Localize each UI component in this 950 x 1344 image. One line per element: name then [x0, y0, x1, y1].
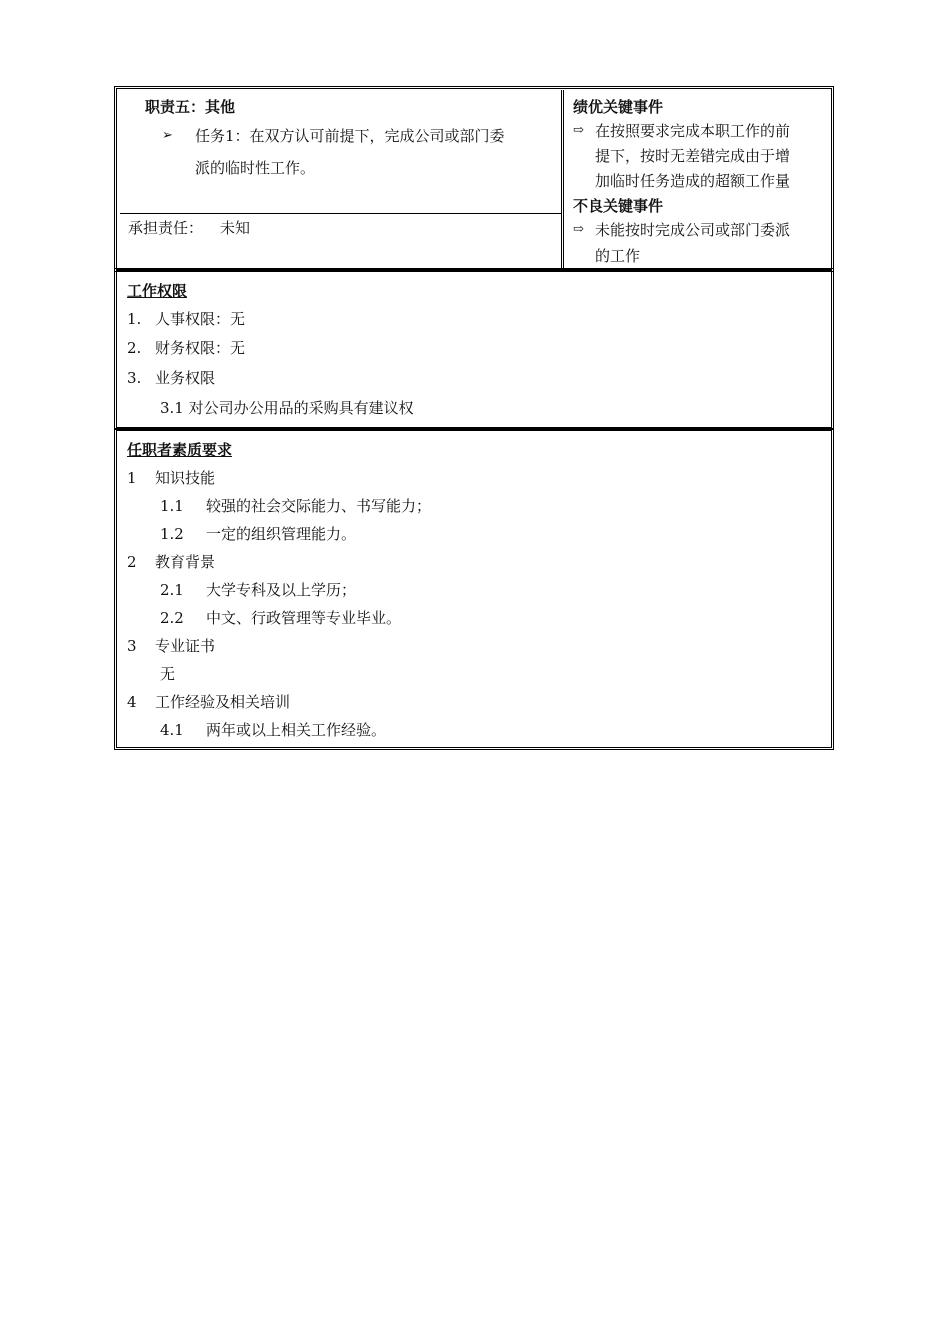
authority-item-num: 1. — [127, 310, 142, 328]
authority-sub-item: 3.1 对公司办公用品的采购具有建议权 — [160, 399, 414, 417]
bad-events-title: 不良关键事件 — [573, 197, 664, 215]
qual-item-num: 1.2 — [160, 525, 184, 543]
authority-item-num: 2. — [127, 339, 142, 357]
bad-event-line2: 的工作 — [595, 247, 641, 265]
qual-item-text: 两年或以上相关工作经验。 — [206, 721, 387, 739]
qual-section-num: 2 — [127, 553, 137, 571]
duty-divider — [120, 213, 562, 214]
qual-item-text: 中文、行政管理等专业毕业。 — [206, 609, 402, 627]
authority-title: 工作权限 — [127, 282, 188, 300]
authority-item-text: 人事权限：无 — [155, 310, 246, 328]
qual-section-text: 专业证书 — [155, 637, 216, 655]
qual-item-text: 大学专科及以上学历； — [206, 581, 357, 599]
qual-item-num: 1.1 — [160, 497, 184, 515]
bad-event-line1: 未能按时完成公司或部门委派 — [595, 221, 791, 239]
arrow-right-icon: ⇨ — [573, 123, 584, 138]
qual-section-num: 1 — [127, 469, 137, 487]
qualification-title: 任职者素质要求 — [127, 441, 233, 459]
qual-item-num: 2.1 — [160, 581, 184, 599]
qual-section-text: 教育背景 — [155, 553, 216, 571]
qual-item-num: 2.2 — [160, 609, 184, 627]
triangle-bullet-icon: ➢ — [162, 128, 173, 143]
duty-task-line1: 任务1：在双方认可前提下，完成公司或部门委 — [195, 127, 505, 145]
authority-item-num: 3. — [127, 369, 142, 387]
responsibility-value: 未知 — [220, 219, 251, 237]
qual-item-num: 4.1 — [160, 721, 184, 739]
responsibility-label: 承担责任： — [128, 219, 204, 237]
qual-section-text: 工作经验及相关培训 — [155, 693, 291, 711]
good-event-line2: 提下，按时无差错完成由于增 — [595, 147, 791, 165]
authority-item-text: 业务权限 — [155, 369, 216, 387]
qual-section-num: 4 — [127, 693, 137, 711]
duty-title: 职责五：其他 — [145, 98, 236, 116]
good-event-line1: 在按照要求完成本职工作的前 — [595, 122, 791, 140]
authority-item-text: 财务权限：无 — [155, 339, 246, 357]
arrow-right-icon: ⇨ — [573, 222, 584, 237]
good-event-line3: 加临时任务造成的超额工作量 — [595, 172, 791, 190]
qual-section-text: 知识技能 — [155, 469, 216, 487]
qual-item-text: 一定的组织管理能力。 — [206, 525, 357, 543]
qual-certificate-value: 无 — [160, 665, 176, 683]
qual-item-text: 较强的社会交际能力、书写能力； — [206, 497, 432, 515]
duty-box — [118, 90, 564, 272]
duty-task-line2: 派的临时性工作。 — [195, 159, 316, 177]
qual-section-num: 3 — [127, 637, 137, 655]
good-events-title: 绩优关键事件 — [573, 98, 664, 116]
